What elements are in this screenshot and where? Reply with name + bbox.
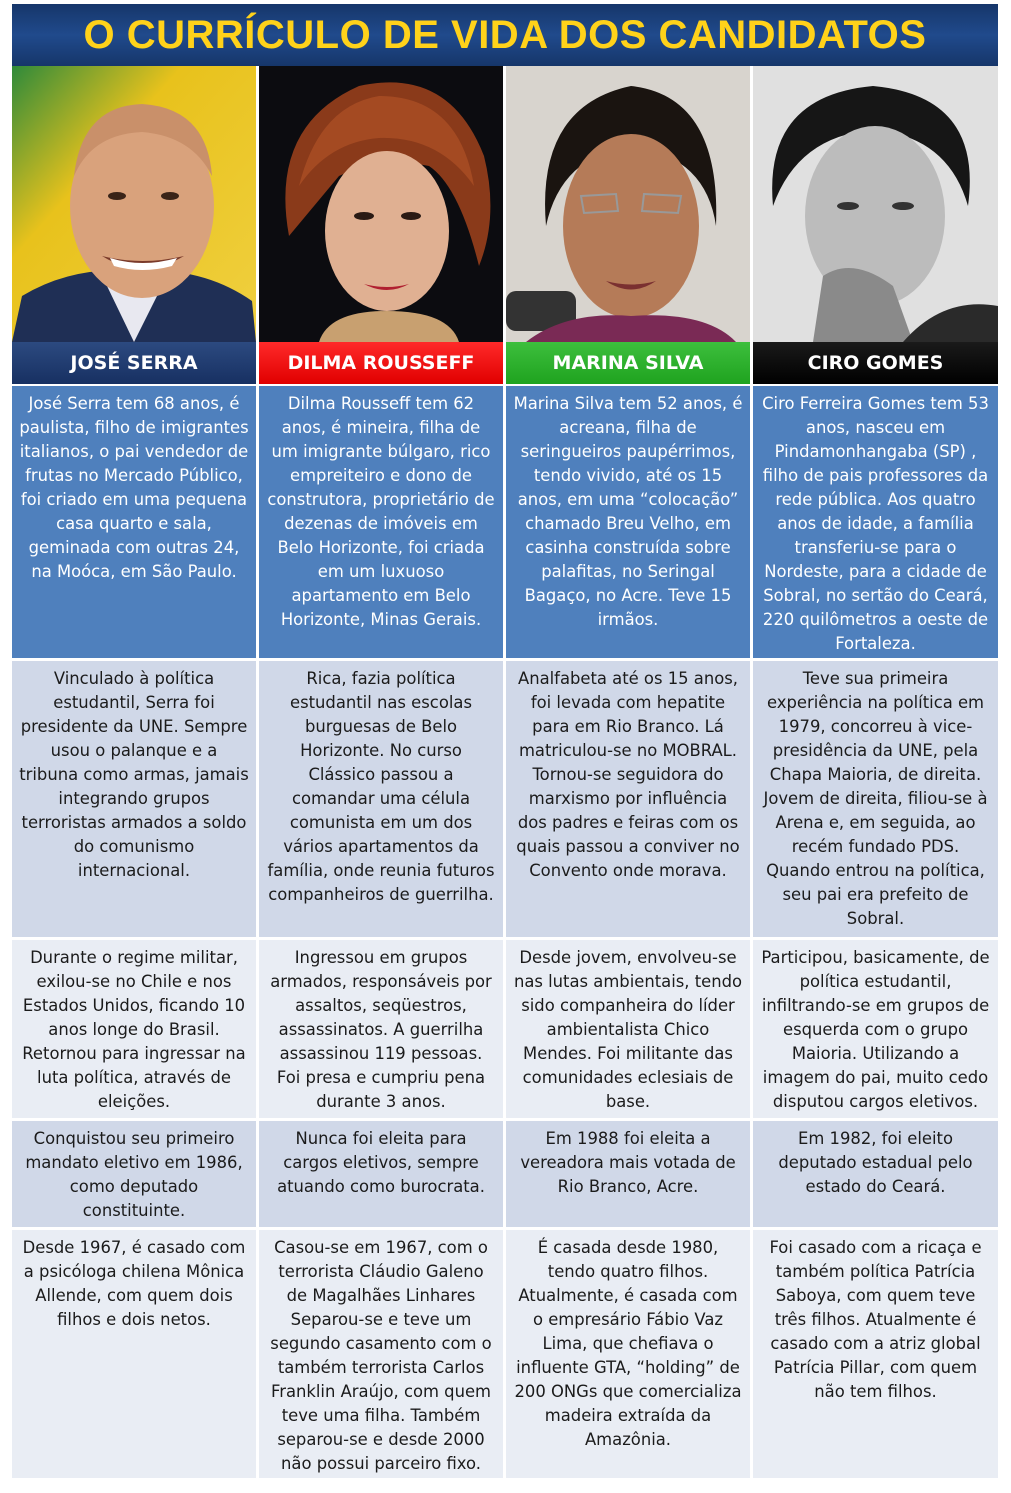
photo-jose-serra xyxy=(12,66,256,342)
cell-ciro-gomes-politics: Teve sua primeira experiência na política em 1979, concorreu à vice-presidência da UNE, pela Chapa Maioria, de direita. Jovem de direita, filiou-se à Arena e, em seguida, ao recém fundado PDS. Quando entrou na política, seu pai era prefeito de Sobral. xyxy=(753,661,998,937)
cell-marina-silva-history: Desde jovem, envolveu-se nas lutas ambientais, tendo sido companheira do líder ambientalista Chico Mendes. Foi militante das comunidades eclesiais de base. xyxy=(506,940,750,1118)
cell-dilma-rousseff-history: Ingressou em grupos armados, responsáveis por assaltos, seqüestros, assassinatos. A guerrilha assassinou 119 pessoas. Foi presa e cumpriu pena durante 3 anos. xyxy=(259,940,503,1118)
cell-ciro-gomes-history: Participou, basicamente, de política estudantil, infiltrando-se em grupos de esquerda com o grupo Maioria. Utilizando a imagem do pai, muito cedo disputou cargos eletivos. xyxy=(753,940,998,1118)
table-row xyxy=(12,661,998,937)
candidate-name-jose-serra: JOSÉ SERRA xyxy=(12,342,256,384)
page-title: O CURRÍCULO DE VIDA DOS CANDIDATOS xyxy=(83,12,927,57)
candidate-name-dilma-rousseff: DILMA ROUSSEFF xyxy=(259,342,503,384)
cell-ciro-gomes-mandate: Em 1982, foi eleito deputado estadual pelo estado do Ceará. xyxy=(753,1121,998,1227)
cell-marina-silva-origin: Marina Silva tem 52 anos, é acreana, filha de seringueiros paupérrimos, tendo vivido, até os 15 anos, em uma “colocação” chamado Breu Velho, em casinha construída sobre palafitas, no Seringal Bagaço, no Acre. Teve 15 irmãos. xyxy=(506,386,750,658)
cell-marina-silva-family: É casada desde 1980, tendo quatro filhos. Atualmente, é casada com o empresário Fábio Vaz Lima, que chefiava o influente GTA, “holding” de 200 ONGs que comercializa madeira extraída da Amazônia. xyxy=(506,1230,750,1478)
candidate-name-ciro-gomes: CIRO GOMES xyxy=(753,342,998,384)
photo-marina-silva xyxy=(506,66,750,342)
cell-ciro-gomes-family: Foi casado com a ricaça e também política Patrícia Saboya, com quem teve três filhos. Atualmente é casado com a atriz global Patrícia Pillar, com quem não tem filhos. xyxy=(753,1230,998,1478)
cell-jose-serra-origin: José Serra tem 68 anos, é paulista, filho de imigrantes italianos, o pai vendedor de frutas no Mercado Público, foi criado em uma pequena casa quarto e sala, geminada com outras 24, na Moóca, em São Paulo. xyxy=(12,386,256,658)
cell-dilma-rousseff-politics: Rica, fazia política estudantil nas escolas burguesas de Belo Horizonte. No curso Clássico passou a comandar uma célula comunista em um dos vários apartamentos da família, onde reunia futuros companheiros de guerrilha. xyxy=(259,661,503,937)
table-row xyxy=(12,1121,998,1227)
cell-marina-silva-mandate: Em 1988 foi eleita a vereadora mais votada de Rio Branco, Acre. xyxy=(506,1121,750,1227)
title-banner xyxy=(12,4,998,66)
cell-dilma-rousseff-origin: Dilma Rousseff tem 62 anos, é mineira, filha de um imigrante búlgaro, rico empreiteiro e dono de construtora, proprietário de dezenas de imóveis em Belo Horizonte, foi criada em um luxuoso apartamento em Belo Horizonte, Minas Gerais. xyxy=(259,386,503,658)
candidate-name-marina-silva: MARINA SILVA xyxy=(506,342,750,384)
table-row xyxy=(12,1230,998,1478)
table-row xyxy=(12,386,998,658)
cell-marina-silva-politics: Analfabeta até os 15 anos, foi levada com hepatite para em Rio Branco. Lá matriculou-se no MOBRAL. Tornou-se seguidora do marxismo por influência dos padres e feiras com os quais passou a conviver no Convento onde morava. xyxy=(506,661,750,937)
photo-strip xyxy=(12,66,998,342)
cell-jose-serra-history: Durante o regime militar, exilou-se no Chile e nos Estados Unidos, ficando 10 anos longe do Brasil. Retornou para ingressar na luta política, através de eleições. xyxy=(12,940,256,1118)
cell-jose-serra-mandate: Conquistou seu primeiro mandato eletivo em 1986, como deputado constituinte. xyxy=(12,1121,256,1227)
cell-dilma-rousseff-family: Casou-se em 1967, com o terrorista Cláudio Galeno de Magalhães Linhares Separou-se e teve um segundo casamento com o também terrorista Carlos Franklin Araújo, com quem teve uma filha. Também separou-se e desde 2000 não possui parceiro fixo. xyxy=(259,1230,503,1478)
table-row xyxy=(12,940,998,1118)
cell-jose-serra-politics: Vinculado à política estudantil, Serra foi presidente da UNE. Sempre usou o palanque e a tribuna como armas, jamais integrando grupos terroristas armados a soldo do comunismo internacional. xyxy=(12,661,256,937)
photo-dilma-rousseff xyxy=(259,66,503,342)
candidate-names-bar xyxy=(12,342,998,384)
photo-ciro-gomes xyxy=(753,66,998,342)
cell-ciro-gomes-origin: Ciro Ferreira Gomes tem 53 anos, nasceu em Pindamonhangaba (SP) , filho de pais professores da rede pública. Aos quatro anos de idade, a família transferiu-se para o Nordeste, para a cidade de Sobral, no sertão do Ceará, 220 quilômetros a oeste de Fortaleza. xyxy=(753,386,998,658)
cell-dilma-rousseff-mandate: Nunca foi eleita para cargos eletivos, sempre atuando como burocrata. xyxy=(259,1121,503,1227)
comparison-table xyxy=(12,386,998,1481)
cell-jose-serra-family: Desde 1967, é casado com a psicóloga chilena Mônica Allende, com quem dois filhos e dois netos. xyxy=(12,1230,256,1478)
